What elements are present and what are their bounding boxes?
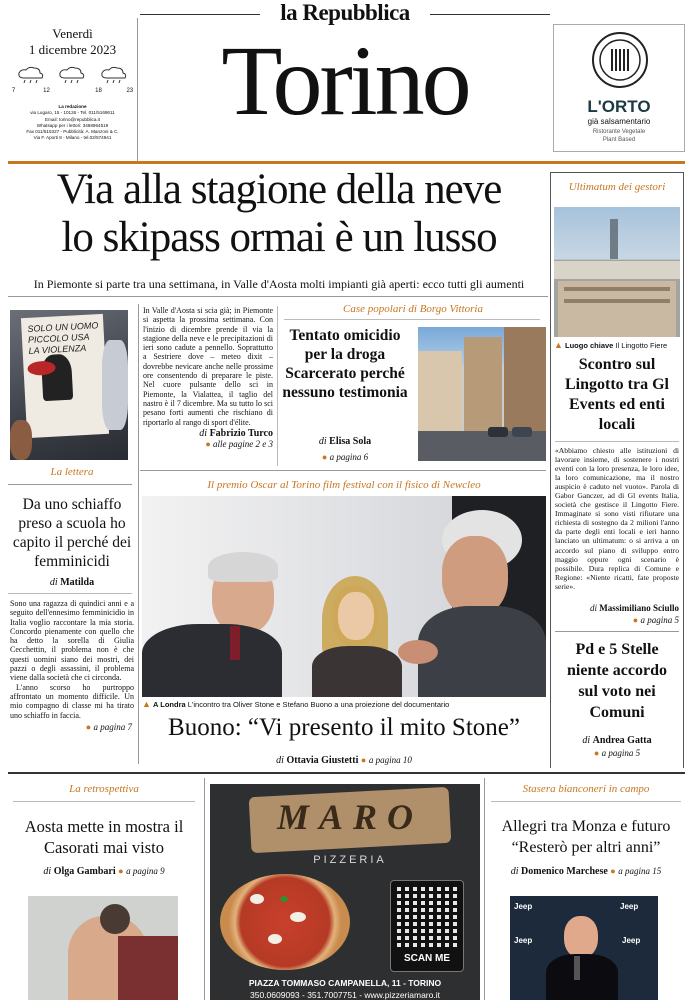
ad-line2: Plant Based bbox=[602, 137, 636, 143]
ad-maro[interactable] bbox=[210, 784, 480, 1000]
weather-day bbox=[95, 66, 133, 94]
oscar-byline: di Ottavia Giustetti ● a pagina 10 bbox=[276, 755, 412, 766]
cloud-rain-icon bbox=[99, 66, 129, 84]
lettera-headline: Da uno schiaffo preso a scuola ho capito il perché dei femminicidi bbox=[12, 496, 132, 570]
gestori-article[interactable]: Ultimatum dei gestori ▲ Luogo chiave Il Lingotto Fiere Scontro sul Lingotto tra Gl Events ed enti locali «Abbiamo chiesto alle istituzioni di lavorare insieme, di sostenere i nostri eventi con la loro presenza, le loro idee, la loro comunicazione, ma il nostro auspicio è caduto nel vuoto». Parola di Gabor Ganczer, ad di Gl events Italia, società che gestisce il Lingotto Fiere. Immaginate si sono visti rifiutare una richiesta di sostegno da 2 milioni l'anno da parte degli enti locali e ieri hanno lanciato un ultimatum: o si arriva a un accordo sul piano di sviluppo entro maggio oppure ogni scenario è possibile. Dura replica di Comune e Regione: «Niente ricatti, fate proposte serie». di Massimiliano Sciullo ● a pagina 5 Pd e 5 Stelle niente accordo sul voto nei Comuni di Andrea Gatta ● a pagina 5 bbox=[550, 172, 684, 768]
pizza-image bbox=[220, 874, 350, 970]
lead-body-column: In Valle d'Aosta si scia già; in Piemonte si aspetta la prossima settimana. Con l'inizio di dicembre prende il via la stagione della neve e le precipitazioni di ieri sono cadute a pennello. Soprattutto a Sestriere dove – meteo dixit – dovrebbe nevicare anche nelle prossime ore consentendo di preparare le piste. Nel cuore pulsante dello sci in Piemonte, la Vialattea, il taglio del nastro è il 7 dicembre. Ma su tutto lo sci pesano forti aumenti che rischiano di riportarlo al rango di sport d'élite. di Fabrizio Turco ● alle pagine 2 e 3 bbox=[143, 306, 273, 449]
cloud-rain-icon bbox=[57, 66, 87, 84]
allegri-photo[interactable]: Jeep Jeep Jeep Jeep bbox=[510, 896, 658, 1000]
lead-headline[interactable]: Via alla stagione della neve lo skipass ormai è un lusso bbox=[56, 166, 502, 261]
temp-max: 12 bbox=[43, 88, 50, 94]
oscar-headline: Buono: “Vi presento il mito Stone” bbox=[168, 714, 520, 741]
weather-forecast bbox=[8, 66, 137, 94]
ad-sub: già salsamentario bbox=[587, 117, 651, 126]
weekday: Venerdì bbox=[52, 26, 93, 41]
temp-min: 7 bbox=[11, 88, 16, 94]
borgo-kicker: Case popolari di Borgo Vittoria bbox=[343, 303, 483, 315]
cloud-rain-icon bbox=[16, 66, 46, 84]
gestori-body: «Abbiamo chiesto alle istituzioni di lavorare insieme, di sostenere i nostri eventi con la loro presenza, le loro idee, la loro comunicazione, ma il nostro auspicio è caduto nel vuoto». Parola di Gabor Ganczer, ad di Gl events Italia, società che gestisce il Lingotto Fiere. Immaginate si sono visti rifiutare una richiesta di sostegno da 2 milioni l'anno da parte degli enti locali e ieri hanno lanciato un ultimatum: o si arriva a un accordo sul piano di sviluppo entro maggio oppure ogni scenario è possibile. Dura replica di Comune e Regione: «Niente ricatti, fate proposte serie». bbox=[555, 446, 679, 591]
retro-kicker: La retrospettiva bbox=[69, 783, 139, 795]
temp-max: 23 bbox=[126, 88, 134, 94]
protest-sign-text: SOLO UN UOMO PICCOLO USA LA VIOLENZA bbox=[27, 320, 99, 356]
temp-min: 18 bbox=[95, 88, 102, 94]
edition-title: Torino bbox=[221, 25, 469, 136]
oscar-kicker: Il premio Oscar al Torino film festival con il fisico di Newcleo bbox=[207, 479, 481, 491]
bianconeri-article[interactable] bbox=[486, 776, 686, 1000]
qr-code[interactable] bbox=[390, 880, 464, 972]
weather-day bbox=[53, 66, 91, 94]
maro-contacts: 350.0609093 - 351.7007751 - www.pizzeriamaro.it bbox=[250, 990, 440, 1000]
lettera-byline: di Matilda bbox=[49, 577, 95, 588]
protest-photo[interactable] bbox=[10, 310, 128, 460]
gestori-byline: di Massimiliano Sciullo bbox=[589, 603, 679, 613]
lettera-body-2: L'anno scorso ho purtroppo affrontato un momento difficile. Un mio compagno di classe mi ha tirato uno schiaffo in faccia. bbox=[10, 682, 134, 720]
weather-day bbox=[12, 66, 50, 94]
lead-body: In Valle d'Aosta si scia già; in Piemonte si aspetta la prossima settimana. Con l'inizio di dicembre prende il via la stagione della neve e le precipitazioni di ieri sono cadute a pennello. Soprattutto a Sestriere dove – meteo dixit – dovrebbe nevicare anche nelle prossime ore consentendo di preparare le piste. Nel cuore pulsante dello sci in Piemonte, la Vialattea, il taglio del nastro è il 7 dicembre. Ma su tutto lo sci pesano forti aumenti che rischiano di riportarlo al rango di sport d'élite. bbox=[143, 306, 273, 427]
lettera-body: Sono una ragazza di quindici anni e a seguito dell'ennesimo femminicidio in Italia voglio raccontare la mia storia. Concordo pienamente con quello che ha detto la sorella di Giulia Cecchettin, il problema non è che questi uomini siano dei mostri, dei pazzi o degli assassini, il problema viene dalla società che ci circonda. bbox=[10, 599, 134, 683]
lingotto-photo[interactable] bbox=[554, 207, 680, 337]
date-box bbox=[8, 18, 138, 163]
lettera-article[interactable]: La lettera Da uno schiaffo preso a scuola ho capito il perché dei femminicidi di Matilda Sono una ragazza di quindici anni e a seguito dell'ennesimo femminicidio in Italia voglio raccontare la mia storia. Concordo pienamente con quello che ha detto la sorella di Giulia Cecchettin, il problema non è che questi uomini siano dei mostri, dei pazzi o degli assassini, il problema viene dalla società che ci circonda. L'anno scorso ho purtroppo affrontato un momento difficile. Un mio compagno di classe mi ha tirato uno schiaffo in faccia. ● a pagina 7 bbox=[10, 466, 134, 732]
borgo-photo[interactable] bbox=[418, 327, 546, 461]
pd-page[interactable]: a pagina 5 bbox=[601, 748, 641, 758]
maro-address: PIAZZA TOMMASO CAMPANELLA, 11 - TORINO bbox=[248, 978, 442, 988]
oscar-caption: ▲ A Londra L'incontro tra Oliver Stone e Stefano Buono a una proiezione del documentario bbox=[142, 699, 450, 709]
borgo-byline: di Elisa Sola bbox=[318, 436, 372, 447]
lead-summary: In Piemonte si parte tra una settimana, in Valle d'Aosta molti impianti già aperti: ecco tutti gli aumenti bbox=[33, 277, 525, 291]
gestori-kicker: Ultimatum dei gestori bbox=[568, 181, 666, 193]
bianconeri-headline: Allegri tra Monza e futuro “Resterò per altri anni” bbox=[501, 818, 671, 856]
gestori-page[interactable]: a pagina 5 bbox=[640, 615, 679, 625]
oscar-article[interactable] bbox=[140, 471, 548, 771]
retro-byline: di Olga Gambari ● a pagina 9 bbox=[43, 866, 165, 877]
masthead-rule bbox=[8, 161, 685, 164]
borgo-page[interactable]: a pagina 6 bbox=[329, 452, 369, 462]
maro-brand: MARO bbox=[276, 797, 424, 837]
lead-byline: di Fabrizio Turco bbox=[199, 427, 273, 439]
bianconeri-page[interactable]: a pagina 15 bbox=[618, 866, 662, 876]
ad-line1: Ristorante Vegetale bbox=[592, 129, 646, 135]
redazione-info: La redazione via Lugaro, 15 - 10126 - Tel. 011/5169611 Email: torino@repubblica.it Whatsapp per i lettori: 3468964519 Fax 011/515327 - Pubblicità: A. Manzoni & C. Via F. Aporti 8 - Milano - tel.02/574941 bbox=[26, 104, 119, 141]
date: 1 dicembre 2023 bbox=[28, 42, 117, 57]
lead-pages[interactable]: alle pagine 2 e 3 bbox=[213, 438, 273, 449]
lingotto-caption: ▲ Luogo chiave Il Lingotto Fiere bbox=[554, 340, 668, 350]
oscar-page[interactable]: a pagina 10 bbox=[368, 755, 412, 765]
retro-article[interactable] bbox=[8, 776, 200, 1000]
maro-sub: PIZZERIA bbox=[313, 854, 387, 866]
lettera-page[interactable]: a pagina 7 bbox=[93, 721, 132, 732]
ad-lorto[interactable] bbox=[553, 24, 685, 152]
pd-headline[interactable]: Pd e 5 Stelle niente accordo sul voto nei Comuni bbox=[567, 641, 667, 721]
borgo-headline: Tentato omicidio per la droga Scarcerato perché nessuno testimonia bbox=[282, 327, 408, 401]
newspaper-name[interactable]: la Repubblica bbox=[280, 0, 410, 25]
bianconeri-kicker: Stasera bianconeri in campo bbox=[522, 783, 650, 795]
ad-brand: L'ORTO bbox=[587, 97, 651, 116]
lettera-kicker: La lettera bbox=[50, 466, 94, 478]
retro-headline: Aosta mette in mostra il Casorati mai visto bbox=[24, 817, 184, 857]
casorati-painting[interactable] bbox=[28, 896, 178, 1000]
pd-byline: di Andrea Gatta bbox=[582, 735, 652, 746]
borgo-article[interactable]: Case popolari di Borgo Vittoria Tentato omicidio per la droga Scarcerato perché nessuno testimonia di Elisa Sola ● a pagina 6 bbox=[280, 300, 546, 470]
gestori-headline: Scontro sul Lingotto tra Gl Events ed enti locali bbox=[565, 356, 669, 433]
masthead bbox=[0, 0, 689, 165]
oscar-photo[interactable] bbox=[142, 496, 546, 697]
scan-me-label: SCAN ME bbox=[403, 953, 451, 964]
bianconeri-byline: di Domenico Marchese ● a pagina 15 bbox=[510, 866, 662, 877]
retro-page[interactable]: a pagina 9 bbox=[126, 866, 165, 876]
lorto-logo-icon bbox=[591, 31, 649, 89]
